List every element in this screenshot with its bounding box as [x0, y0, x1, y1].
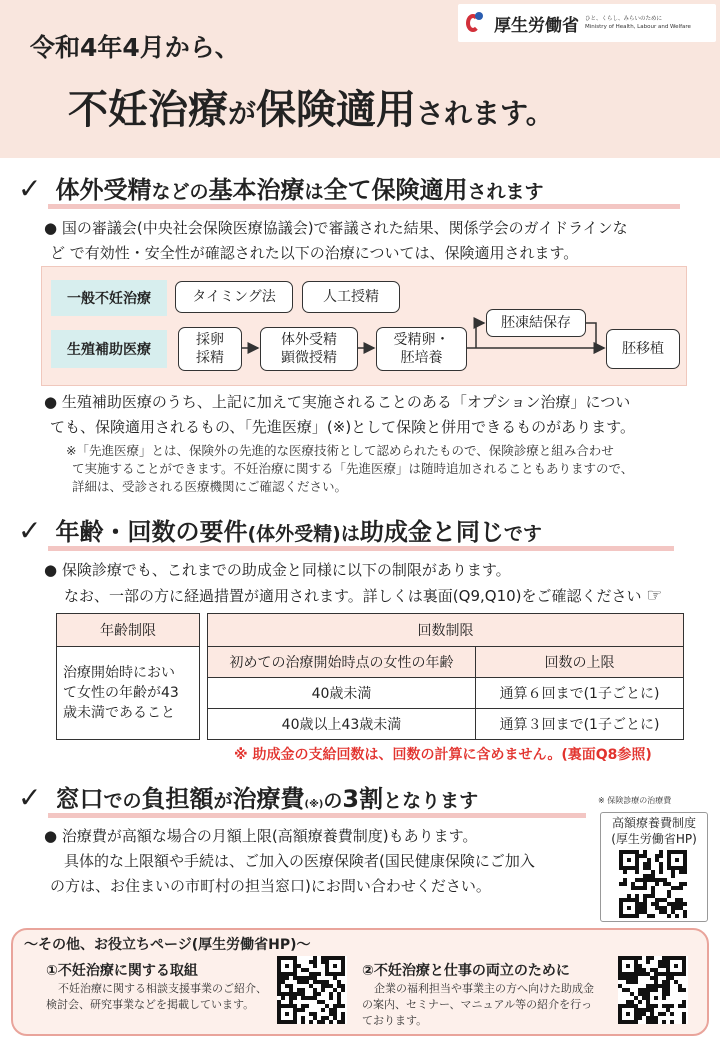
title-part: での	[103, 790, 142, 812]
link2-text-line3: ております。	[362, 1014, 428, 1027]
title-part: 保険適用	[256, 87, 417, 133]
table-cell-limit: 通算３回まで(1子ごとに)	[476, 709, 684, 740]
section2-para-line2	[64, 583, 662, 609]
title-part: 3割	[342, 785, 384, 813]
table-row	[208, 678, 684, 709]
section3-para-line3: の方は、お住まいの市町村の担当窓口)にお問い合わせください。	[50, 877, 491, 895]
node-timing-method: タイミング法	[175, 281, 293, 313]
logo-english: Ministry of Health, Labour and Welfare	[585, 24, 691, 30]
link2-title[interactable]: ②不妊治療と仕事の両立のために	[362, 963, 570, 979]
subsidy-count-note: ※ 助成金の支給回数は、回数の計算に含めません。(裏面Q8参照)	[234, 747, 652, 763]
title-part: 助成金と同じ	[359, 518, 504, 546]
section1-para1-line1: ● 国の審議会(中央社会保険医療協議会)で審議された結果、関係学会のガイドラインな	[44, 219, 628, 237]
title-part: の	[323, 790, 343, 812]
age-limit-content	[57, 647, 200, 740]
table-cell-limit: 通算６回まで(1子ごとに)	[476, 678, 684, 709]
section3-underline	[48, 813, 586, 818]
node-artificial-insemination: 人工授精	[302, 281, 400, 313]
checkmark-icon: ✓	[18, 514, 42, 547]
title-part: ・	[103, 518, 128, 546]
flow-arrow	[476, 323, 484, 348]
qr-label-line: 高額療養費制度	[611, 816, 696, 830]
age-limit-header: 年齢制限	[57, 614, 200, 647]
useful-links-title: ～その他、お役立ちページ(厚生労働省HP)～	[24, 937, 311, 953]
section1-para2-line2: ても、保険適用されるもの、「先進医療」(※)として保険と併用できるものがあります。	[50, 418, 635, 436]
qr-code-work-balance-icon[interactable]	[618, 956, 688, 1024]
link1-text-line1: 不妊治療に関する相談支援事業のご紹介、	[58, 982, 267, 995]
checkmark-icon: ✓	[18, 781, 42, 814]
checkmark-icon: ✓	[18, 172, 42, 205]
age-limit-line: 歳未満であること	[63, 705, 175, 721]
qr-code-infertility-icon[interactable]	[277, 956, 347, 1024]
node-embryo-culture	[376, 327, 467, 371]
category-assisted-reproduction: 生殖補助医療	[51, 330, 167, 368]
count-table-col-limit: 回数の上限	[476, 647, 684, 678]
node-ivf-icsi	[260, 327, 358, 371]
title-part: 体外受精	[55, 176, 152, 204]
title-part: 治療費	[232, 785, 305, 813]
section2-para-line2-text: なお、一部の方に経過措置が適用されます。詳しくは裏面(Q9,Q10)をご確認ください	[64, 587, 642, 605]
flow-arrow	[586, 323, 604, 348]
table-row	[208, 709, 684, 740]
title-part: 負担額	[141, 785, 214, 813]
logo-tagline: ひと、くらし、みらいのために	[585, 16, 663, 22]
table-cell-age: 40歳以上43歳未満	[208, 709, 476, 740]
title-part: 年齢	[55, 518, 104, 546]
section3-para-line1: ● 治療費が高額な場合の月額上限(高額療養費制度)もあります。	[44, 827, 478, 845]
treatment-cost-note: ※ 保険診療の治療費	[598, 796, 672, 805]
title-part: です	[503, 523, 542, 545]
count-table-col-age: 初めての治療開始時点の女性の年齢	[208, 647, 476, 678]
pointing-hand-icon: ☞	[646, 585, 663, 606]
node-label: 顕微授精	[281, 350, 337, 366]
qr-label	[600, 815, 708, 847]
advanced-medicine-note-line3: 詳細は、受診される医療機関にご確認ください。	[72, 479, 348, 494]
section3-title	[18, 779, 478, 814]
section2-title	[18, 512, 542, 547]
title-part: 回数の要件	[127, 518, 248, 546]
title-part: (体外受精)	[247, 523, 341, 545]
age-limit-line: 治療開始時におい	[63, 665, 175, 681]
link1-text-line2: 検討会、研究事業などを掲載しています。	[46, 998, 255, 1011]
table-cell-age: 40歳未満	[208, 678, 476, 709]
link2-text-line2: の案内、セミナー、マニュアル等の紹介を行っ	[362, 998, 593, 1011]
section3-para-line2: 具体的な上限額や手続は、ご加入の医療保険者(国民健康保険にご加入	[64, 852, 535, 870]
qr-label-line: (厚生労働省HP)	[611, 832, 697, 846]
section2-para-line1: ● 保険診療でも、これまでの助成金と同様に以下の制限があります。	[44, 561, 511, 579]
advanced-medicine-note-line2: て実施することができます。不妊治療に関する「先進医療」は随時追加されることもありますので、	[72, 461, 634, 476]
title-part: されます。	[416, 97, 554, 130]
title-part: は	[304, 181, 324, 203]
age-limit-line: て女性の年齢が43	[63, 685, 179, 701]
node-label: 採精	[196, 350, 224, 366]
node-embryo-freezing: 胚凍結保存	[486, 309, 586, 337]
qr-code-high-cost-icon[interactable]	[619, 850, 689, 918]
title-part: となります	[383, 790, 479, 812]
title-part: 基本治療	[208, 176, 305, 204]
advanced-medicine-note-line1: ※「先進医療」とは、保険外の先進的な医療技術として認められたもので、保険診療と組み合わせ	[66, 443, 614, 458]
header-date-line: 令和4年4月から、	[30, 33, 240, 62]
logo-name: 厚生労働省	[494, 15, 579, 36]
node-embryo-transfer: 胚移植	[606, 329, 680, 369]
section1-para2-line1: ● 生殖補助医療のうち、上記に加えて実施されることのある「オプション治療」につい	[44, 393, 631, 411]
title-part: 全て保険適用	[323, 176, 468, 204]
node-egg-sperm-retrieval	[178, 327, 242, 371]
age-limit-table	[56, 613, 200, 740]
section2-underline	[48, 546, 674, 551]
count-limit-header: 回数制限	[208, 614, 684, 647]
title-part: されます	[467, 181, 544, 203]
node-label: 胚培養	[400, 350, 443, 366]
node-label: 採卵	[196, 332, 224, 348]
node-label: 受精卵・	[393, 332, 450, 348]
link2-text-line1: 企業の福利担当や事業主の方へ向けた助成金	[374, 982, 594, 995]
title-part: は	[340, 523, 360, 545]
count-limit-table	[207, 613, 684, 740]
title-part: などの	[151, 181, 209, 203]
title-part: (※)	[304, 799, 324, 810]
title-part: が	[228, 97, 257, 130]
title-part: 窓口	[55, 785, 104, 813]
section1-para1-line2: ど で有効性・安全性が確認された以下の治療については、保険適用されます。	[50, 244, 579, 262]
category-general-infertility: 一般不妊治療	[51, 280, 167, 316]
title-part: 不妊治療	[68, 87, 228, 133]
title-part: が	[213, 790, 233, 812]
link1-title[interactable]: ①不妊治療に関する取組	[46, 963, 198, 979]
node-label: 体外受精	[281, 332, 337, 348]
